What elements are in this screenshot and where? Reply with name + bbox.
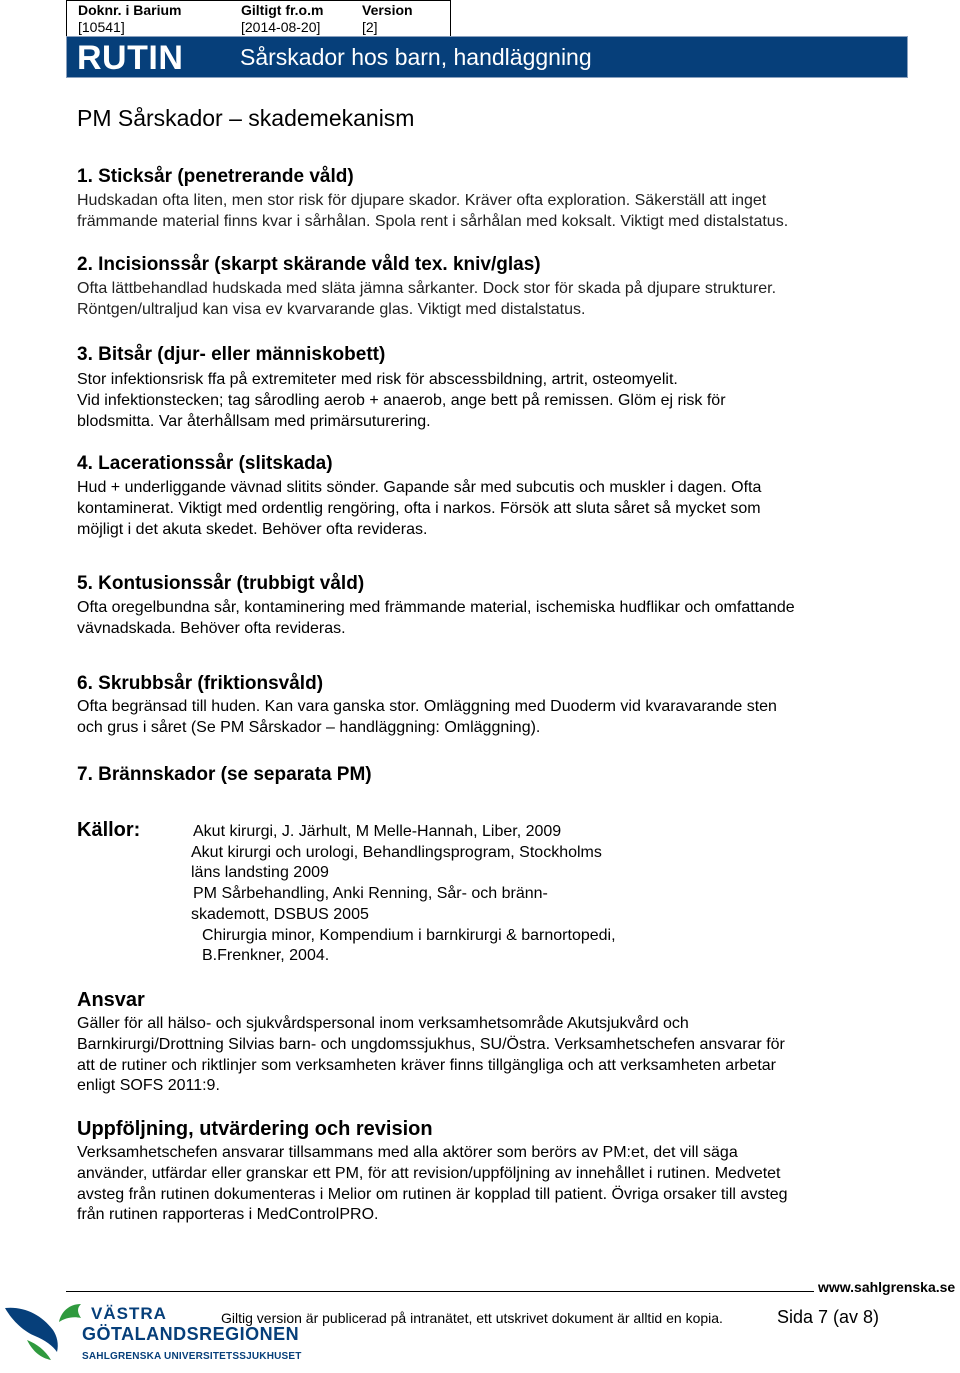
ansvar-text-line: enligt SOFS 2011:9. [77,1077,220,1094]
footer-url[interactable]: www.sahlgrenska.se [818,1279,956,1295]
doknr-label: Doknr. i Barium [78,2,182,18]
section-2-text-line: Ofta lättbehandlad hudskada med släta jämna sårkanter. Dock stor för skada på djupare strukturer. [77,280,777,297]
section-7-heading [77,763,372,787]
uppfoljning-text-line: från rutinen rapporteras i MedControlPRO. [77,1206,379,1223]
section-5-number: 5. [77,573,93,594]
giltigt-cell [241,2,323,36]
uppfoljning-text-line: avsteg från rutinen dokumenteras i Melior om rutinen är kopplad till patient. Övriga orsaker till avsteg [77,1186,788,1203]
source-line: Akut kirurgi, J. Järhult, M Melle-Hannah, Liber, 2009 [193,823,562,840]
section-3-text-line: Vid infektionstecken; tag sårodling aerob + anaerob, ange bett på remissen. Glöm ej risk för [77,392,726,409]
section-2-text-line: Röntgen/ultraljud kan visa ev kvarvarande glas. Viktigt med distalstatus. [77,301,586,318]
version-cell [362,2,413,36]
source-line: Akut kirurgi och urologi, Behandlingsprogram, Stockholms [191,844,602,861]
document-meta-header [66,0,451,36]
ansvar-text-line: Gäller för all hälso- och sjukvårdspersonal inom verksamhetsområde Akutsjukvård och [77,1015,689,1032]
section-4-text-line: möjligt i det akuta skedet. Behöver ofta revideras. [77,521,428,538]
swan-logo-icon [3,1300,83,1366]
section-6-title: Skrubbsår (friktionsvåld) [98,673,324,694]
logo-text: SAHLGRENSKA UNIVERSITETSSJUKHUSET [82,1351,302,1362]
organization-logo [3,1298,323,1370]
section-4-text-line: Hud + underliggande vävnad slitits sönder. Gapande sår med subcutis och muskler i dagen. Ofta [77,479,762,496]
version-value: [2] [362,19,378,35]
section-4-number: 4. [77,453,93,474]
section-2-heading: 2. Incisionssår (skarpt skärande våld tex. kniv/glas) [77,254,541,275]
title-banner [66,36,908,78]
section-1-heading: 1. Sticksår (penetrerande våld) [77,166,354,187]
document-type: RUTIN [77,39,184,77]
section-6-text-line: och grus i såret (Se PM Sårskador – handläggning: Omläggning). [77,719,541,736]
section-3-title: Bitsår (djur- eller människobett) [98,344,386,365]
doknr-cell [78,2,181,36]
footer-divider [66,1291,814,1292]
ansvar-heading: Ansvar [77,989,145,1011]
section-6-heading [77,672,323,696]
section-7-title: Brännskador (se separata PM) [98,764,372,785]
section-4-title: Lacerationssår (slitskada) [98,453,333,474]
source-line: skademott, DSBUS 2005 [191,906,369,923]
sources-label: Källor: [77,819,141,841]
section-6-text-line: Ofta begränsad till huden. Kan vara ganska stor. Omläggning med Duoderm vid kvaravarande sten [77,698,777,715]
giltigt-label: Giltigt fr.o.m [241,2,324,18]
section-3-text-line: blodsmitta. Var återhållsam med primärsuturering. [77,413,431,430]
page-title: PM Sårskador – skademekanism [77,105,415,131]
section-3-text-line: Stor infektionsrisk ffa på extremiteter med risk för abscessbildning, artrit, osteomyelit. [77,371,678,388]
section-3-number: 3. [77,344,93,365]
section-1-text-line: främmande material finns kvar i sårhålan. Spola rent i sårhålan med koksalt. Viktigt med distalstatus. [77,213,789,230]
source-line: B.Frenkner, 2004. [202,947,330,964]
source-line: PM Sårbehandling, Anki Renning, Sår- och bränn- [193,885,548,902]
ansvar-text-line: att de rutiner och riktlinjer som verksamheten kräver finns tillgängliga och att verksamheten arbetar [77,1057,776,1074]
ansvar-text-line: Barnkirurgi/Drottning Silvias barn- och ungdomssjukhus, SU/Östra. Verksamhetschefen ansvarar för [77,1036,785,1053]
source-line: läns landsting 2009 [191,864,329,881]
logo-text: VÄSTRA [91,1304,167,1323]
section-6-number: 6. [77,673,93,694]
section-4-heading [77,452,333,476]
section-5-heading [77,572,364,596]
section-4-text-line: kontaminerat. Viktigt med ordentlig rengöring, ofta i narkos. Försök att sluta såret så mycket som [77,500,761,517]
section-5-text-line: Ofta oregelbundna sår, kontaminering med främmande material, ischemiska hudflikar och omfattande [77,599,795,616]
logo-text: GÖTALANDSREGIONEN [82,1324,300,1344]
footer-validity-note: Giltig version är publicerad på intranätet, ett utskrivet dokument är alltid en kopia. [221,1310,723,1326]
section-5-text-line: vävnadskada. Behöver ofta revideras. [77,620,346,637]
document-title: Sårskador hos barn, handläggning [240,44,592,70]
doknr-value: [10541] [78,19,125,35]
page-number: Sida 7 (av 8) [777,1307,880,1327]
section-3-heading [77,343,385,367]
section-5-title: Kontusionssår (trubbigt våld) [98,573,365,594]
uppfoljning-heading: Uppföljning, utvärdering och revision [77,1118,433,1140]
source-line: Chirurgia minor, Kompendium i barnkirurgi & barnortopedi, [202,927,616,944]
uppfoljning-text-line: använder, utfärdar eller granskar ett PM, för att revision/uppföljning av innehållet i rutinen. Medvetet [77,1165,781,1182]
giltigt-value: [2014-08-20] [241,19,321,35]
version-label: Version [362,2,413,18]
section-1-text-line: Hudskadan ofta liten, men stor risk för djupare skador. Kräver ofta exploration. Säkerställ att inget [77,192,767,209]
uppfoljning-text-line: Verksamhetschefen ansvarar tillsammans med alla aktörer som berörs av PM:et, det vill säga [77,1144,738,1161]
section-7-number: 7. [77,764,93,785]
